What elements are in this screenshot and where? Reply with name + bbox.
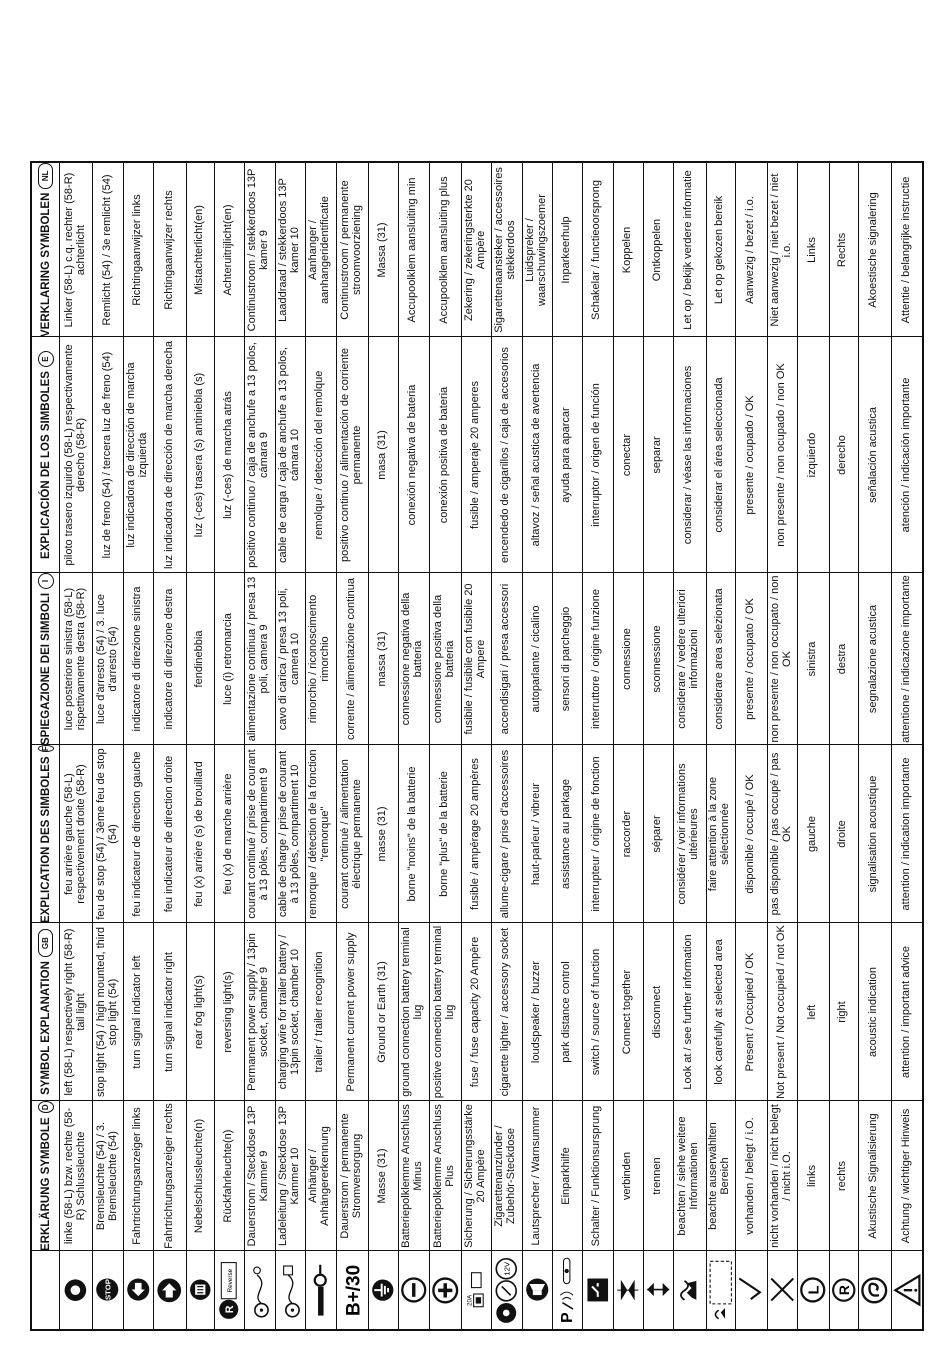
loudspeaker-icon [522, 1251, 553, 1329]
cell-nl: Let op / bekijk verdere informatie [682, 170, 695, 330]
cell-es: luz (-ces) trasera (s) antiniebla (s) [193, 372, 206, 538]
cell-es: encendedo de cigarillos / caja de accesorios [499, 347, 512, 563]
turn-left-icon [123, 1251, 154, 1329]
language-badge-gb: GB [38, 929, 53, 957]
cell-de: Ladeleitung / Steckdose 13P Kammer 10 [276, 1105, 301, 1247]
cell-nl: Remlicht (54) / 3e remlicht (54) [100, 174, 113, 326]
svg-text:12V: 12V [502, 1262, 512, 1276]
svg-text:20A: 20A [466, 1294, 474, 1307]
cell-de: links [805, 1165, 818, 1188]
cell-de: Lautsprecher / Warnsummer [529, 1106, 542, 1246]
cell-es: non presente / non ocupado / non OK [774, 363, 787, 547]
table-row [858, 163, 890, 1329]
table-row [552, 163, 582, 1329]
charging-wire-icon [275, 1251, 306, 1329]
header-symbol [32, 1251, 59, 1329]
cell-de: Fahrtrichtungsanzeiger rechts [162, 1103, 175, 1249]
cell-gb: turn signal indicator left [131, 955, 144, 1069]
column-divider [32, 336, 922, 337]
cell-nl: Inparkeerhulp [559, 216, 572, 284]
cell-fr: feu indicateur de direction droite [162, 755, 175, 913]
cell-es: considerar / véase las informaciones [682, 365, 695, 545]
cell-it: sensori di parcheggio [559, 606, 572, 712]
cell-de: Batteriepolklemme Anschluss Plus [432, 1104, 457, 1248]
check-icon [735, 1251, 766, 1329]
selected-area-icon [706, 1251, 736, 1329]
cell-fr: disponible / occupé / OK [743, 774, 756, 894]
header-it [32, 573, 59, 745]
table-row [186, 163, 215, 1329]
cell-it: destra [836, 643, 849, 675]
cell-fr: droite [836, 820, 849, 848]
header-nl [32, 163, 59, 337]
cell-fr: faire attention à la zone sélectionnée [707, 776, 732, 892]
cell-es: derecho [836, 435, 849, 475]
cell-gb: Connect together [620, 969, 633, 1055]
cell-de: Bremsleuchte (54) / 3. Bremsleuchte (54) [94, 1121, 119, 1231]
cell-nl: Continustroom / permanente stroomvoorziening [338, 180, 363, 320]
cell-nl: Continustroom / stekkerdoos 13P kamer 9 [246, 168, 271, 332]
svg-text:B+/30: B+/30 [342, 1264, 364, 1316]
header-fr-label: EXPLICATION DES SIMBOLES [39, 756, 52, 923]
cell-nl: Richtingaanwijzer links [131, 194, 144, 306]
table-row [522, 163, 553, 1329]
header-de [32, 1101, 59, 1251]
cell-de: trennen [650, 1157, 663, 1195]
cell-fr: borne "plus" de la batterie [438, 771, 451, 897]
table-row [767, 163, 798, 1329]
cell-nl: Richtingaanwijzer rechts [162, 190, 175, 310]
cell-es: luz de freno (54) / tercera luz de freno (54) [100, 351, 113, 559]
language-badge-fr: F [38, 745, 54, 752]
cell-nl: Koppelen [620, 226, 633, 274]
ground-icon [368, 1251, 398, 1329]
cell-de: vorhanden / belegt / i.O. [743, 1117, 756, 1235]
cell-de: Dauerstrom / Steckdose 13P Kammer 9 [246, 1105, 271, 1247]
cell-it: connessione positiva della batteria [432, 594, 457, 724]
language-badge-it: I [38, 573, 54, 589]
cell-it: sconnessione [650, 625, 663, 693]
cell-es: luz indicadora de dirección de marcha derecha [162, 340, 175, 570]
svg-text:R: R [224, 1305, 237, 1313]
cell-it: accendisigari / presa accessori [499, 583, 512, 735]
header-gb [32, 923, 59, 1101]
cell-gb: cigarette lighter / accessory socket [499, 927, 512, 1097]
cell-es: señalación acustica [867, 407, 880, 504]
cell-gb: rear fog light(s) [193, 975, 206, 1049]
cell-fr: attention / indication importante [900, 757, 913, 911]
cell-es: izquierdo [805, 432, 818, 478]
language-badge-de: D [38, 1101, 54, 1113]
table-row [244, 163, 275, 1329]
left-icon [797, 1251, 828, 1329]
cell-de: Rückfahrleuchte(n) [222, 1129, 235, 1223]
cell-es: ayuda para aparcar [559, 407, 572, 503]
language-badge-nl: NL [38, 163, 53, 189]
cell-gb: fuse / fuse capacity 20 Ampère [469, 936, 482, 1088]
tail-light-icon [59, 1251, 92, 1329]
plus-terminal-icon [429, 1251, 461, 1329]
cell-gb: left [805, 1004, 818, 1020]
fuse-icon [461, 1251, 491, 1329]
cell-fr: gauche [805, 815, 818, 853]
cell-fr: feu (x) de marche arrière [222, 773, 235, 895]
cell-de: Akustische Signalisierung [867, 1113, 880, 1239]
cell-nl: Aanhanger / aanhangeridentificatie [307, 196, 332, 304]
cell-gb: reversing light(s) [222, 971, 235, 1053]
cell-gb: stop light (54) / high mounted, third stop light (54) [94, 927, 119, 1097]
cell-it: connessione negativa della batteria [400, 592, 425, 726]
cell-gb: Permanent power supply / 13pin socket, chamber 9 [246, 933, 271, 1091]
cell-it: autoparlante / cicalino [529, 605, 542, 713]
cell-it: alimentazione continua / presa 13 poli, camera 9 [246, 576, 271, 742]
svg-text:R: R [835, 1285, 852, 1295]
cell-de: Zigarettenanzünder / Zubehör-Steckdose [493, 1125, 518, 1227]
svg-text:L: L [806, 1285, 823, 1295]
cell-fr: masse (31) [375, 806, 388, 862]
table-row [891, 163, 924, 1329]
reversing-light-icon [214, 1251, 244, 1329]
table-row [368, 163, 398, 1329]
cell-de: Einparkhilfe [559, 1147, 572, 1205]
cell-gb: positive connection battery terminal lug [432, 925, 457, 1099]
svg-text:P: P [559, 1312, 577, 1323]
cell-it: indicatore di direzione sinistra [131, 586, 144, 732]
permanent-supply-icon [244, 1251, 275, 1329]
acoustic-icon [858, 1251, 890, 1329]
cell-it: rimorchio / riconoscimento rimorchio [307, 594, 332, 724]
table-row [706, 163, 736, 1329]
cell-it: indicatore di direzione destra [162, 588, 175, 730]
cell-fr: pas disponible / pas occupé / pas OK [768, 752, 793, 916]
trailer-icon [305, 1251, 336, 1329]
cell-nl: Accupoolklem aansluiting min [406, 177, 419, 323]
cell-fr: séparer [650, 815, 663, 853]
cell-fr: feu indicateur de direction gauche [131, 751, 144, 917]
cell-nl: Akoestische signalering [867, 192, 880, 308]
cell-nl: Niet aanwezig / niet bezet / niet i.o. [768, 173, 793, 327]
cell-es: remolque / detección del remolque [313, 370, 326, 540]
cell-de: Schalter / Funktionsursprung [590, 1105, 603, 1247]
table-row [305, 163, 336, 1329]
table-row [491, 163, 522, 1329]
cell-gb: park distance control [559, 961, 572, 1063]
header-es [32, 337, 59, 573]
cell-de: Achtung / wichtiger Hinweis [900, 1108, 913, 1244]
table-row [673, 163, 705, 1329]
table-row [336, 163, 368, 1329]
cell-es: positivo continuo / caja de anchufe a 13 polos, cámara 9 [246, 342, 271, 568]
stop-light-icon [92, 1251, 123, 1329]
cell-es: presente / ocupado / OK [743, 395, 756, 515]
header-gb-label: SYMBOL EXPLANATION [39, 961, 52, 1095]
cell-fr: courant continué / prise de courant à 13 pôles, compartiment 9 [246, 749, 271, 919]
cell-nl: Mistachterlicht(en) [193, 205, 206, 295]
cell-es: piloto trasero izquirdo (58-L) respectivamente derecho (58-R) [62, 344, 87, 566]
cell-it: considerare / vedere ulteriori informazioni [676, 589, 701, 729]
table-row [214, 163, 244, 1329]
cell-it: connessione [620, 628, 633, 690]
cell-es: altavoz / señal acustica de avertencia [529, 363, 542, 547]
cell-gb: right [836, 1001, 849, 1023]
minus-terminal-icon [398, 1251, 429, 1329]
cell-es: conexión positiva de bateria [438, 386, 451, 524]
cell-es: separar [650, 436, 663, 474]
header-de-label: ERKLÄRUNG SYMBOLE [39, 1117, 52, 1251]
cell-nl: Achteruitrijlicht(en) [222, 204, 235, 296]
table-row [275, 163, 306, 1329]
table-row [582, 163, 613, 1329]
cell-de: linke (58-L) bzw. rechte (58-R) Schlussleuchte [62, 1107, 87, 1245]
b30-icon [336, 1251, 368, 1329]
column-divider [32, 572, 922, 573]
cell-it: considerare area selezionata [713, 588, 726, 730]
symbol-table [30, 161, 924, 1331]
cell-es: cable de carga / caja de anchufe a 13 polos, cámara 10 [276, 347, 301, 563]
table-row [643, 163, 674, 1329]
column-divider [32, 922, 922, 923]
cell-es: luz (-ces) de marcha atrás [222, 391, 235, 519]
table-row [429, 163, 461, 1329]
table-row [92, 163, 123, 1329]
cell-fr: fusible / ampérage 20 ampères [469, 758, 482, 910]
cell-fr: assistance au parkage [559, 778, 572, 890]
fog-light-icon [186, 1251, 215, 1329]
cell-fr: haut-parleur / vibreur [529, 782, 542, 886]
cell-gb: trailer / trailer recognition [313, 951, 326, 1073]
column-divider [32, 744, 922, 745]
cell-gb: turn signal indicator right [162, 952, 175, 1072]
cell-fr: borne "moins" de la batterie [406, 766, 419, 902]
cell-de: verbinden [620, 1151, 633, 1201]
right-icon [829, 1251, 859, 1329]
cell-it: attentione / indicazione importante [900, 575, 913, 743]
svg-text:STOP: STOP [104, 1279, 114, 1301]
cell-de: rechts [836, 1161, 849, 1191]
cell-nl: Links [805, 237, 818, 263]
cell-de: Dauerstrom / permanente Stromversorgung [338, 1113, 363, 1239]
switch-icon [582, 1251, 613, 1329]
cell-gb: Not present / Not occupied / not OK [774, 925, 787, 1099]
cell-de: beachte auserwählten Bereich [707, 1122, 732, 1230]
cell-fr: feu (x) arrière (s) de brouillard [193, 761, 206, 907]
cell-nl: Luidspreker / waarschuwingszoemer [523, 194, 548, 306]
table-row [829, 163, 859, 1329]
cell-de: Anhänger / Anhängererkennung [307, 1126, 332, 1226]
cell-it: fendinebbia [193, 630, 206, 688]
cell-it: presente / occupato / OK [743, 598, 756, 720]
cell-it: fusibile / fusibile con fusibile 20 Ampere [463, 583, 488, 735]
cell-es: atención / indicación importante [900, 377, 913, 533]
cell-fr: interrupteur / origine de fonction [590, 756, 603, 912]
connect-icon [613, 1251, 643, 1329]
table-row [797, 163, 828, 1329]
cell-nl: Rechts [836, 232, 849, 268]
table-row [461, 163, 491, 1329]
header-fr [32, 745, 59, 923]
table-row [123, 163, 154, 1329]
cell-es: considerar el área seleccionada [713, 377, 726, 533]
cell-nl: Accupoolklem aansluiting plus [438, 176, 451, 324]
cell-es: fusible / amperaje 20 amperes [469, 381, 482, 529]
cell-gb: acoustic indication [867, 967, 880, 1057]
cell-fr: raccorder [620, 810, 633, 858]
cell-gb: Permanent current power supply [344, 932, 357, 1092]
cell-fr: feu arrière gauche (58-L) respectivement droite (58-R) [62, 764, 87, 904]
cell-gb: attention / important advice [900, 945, 913, 1079]
cell-nl: Linker (58-L) c.q. rechter (58-R) achterlicht [62, 172, 87, 328]
cell-de: beachten / siehe weitere Informationen [676, 1116, 701, 1236]
cell-it: massa (31) [375, 631, 388, 687]
cell-it: segnalazione acustica [867, 604, 880, 714]
cell-de: Masse (31) [375, 1148, 388, 1204]
cell-gb: charging wire for trailer battery / 13pin socket, chamber 10 [276, 934, 301, 1090]
cell-fr: courant continué / alimentation électrique permanente [338, 759, 363, 909]
table-row [613, 163, 643, 1329]
cell-gb: switch / source of function [590, 948, 603, 1076]
cell-nl: Laaddraad / stekkerdoos 13P kamer 10 [276, 178, 301, 322]
look-at-icon [673, 1251, 705, 1329]
cell-it: luce d'arresto (54) / 3. luce d'arresto (54) [94, 594, 119, 724]
cell-fr: considérer / voir informations ultérieures [676, 763, 701, 905]
cell-it: non presente / non occupato / non OK [768, 575, 793, 743]
cell-it: luce (i) retromarcia [222, 613, 235, 705]
cell-nl: Sigarettenaansteker / accessoires stekkerdoos [493, 167, 518, 333]
cell-it: corrente / alimentazione continua [344, 577, 357, 741]
attention-icon [891, 1251, 924, 1329]
header-it-label: SPIEGAZIONE DEI SIMBOLI [39, 592, 52, 745]
park-distance-icon [552, 1251, 582, 1329]
cell-fr: cable de charge / prise de courant à 13 pôles, compartiment 10 [276, 750, 301, 918]
cell-nl: Massa (31) [375, 222, 388, 278]
cell-es: conexión negativa de bateria [406, 384, 419, 526]
cell-es: masa (31) [375, 430, 388, 480]
cell-de: Batteriepolklemme Anschluss Minus [400, 1104, 425, 1248]
cross-icon [767, 1251, 798, 1329]
column-divider [32, 1100, 922, 1101]
cell-nl: Attentie / belangrijke instructie [900, 176, 913, 324]
cigarette-lighter-icon [491, 1251, 522, 1329]
table-row [398, 163, 429, 1329]
cell-it: luce posteriore sinistra (58-L) rispettivamente destra (58-R) [62, 587, 87, 731]
cell-nl: Schakelar / functieoorsprong [590, 179, 603, 321]
cell-nl: Aanwezig / bezet / i.o. [743, 196, 756, 304]
cell-gb: look carefully at selected area [713, 939, 726, 1085]
header-nl-label: VERKLARING SYMBOLEN [39, 192, 52, 337]
cell-es: interruptor / origen de función [590, 383, 603, 527]
cell-gb: Ground or Earth (31) [375, 961, 388, 1063]
cell-es: positivo continuo / alimentación de corriente permanente [338, 348, 363, 563]
cell-fr: feu de stop (54) / 3ème feu de stop (54) [94, 748, 119, 920]
cell-de: Nebelschlussleuchte(n) [193, 1118, 206, 1234]
header-es-label: EXPLICACIÓN DE LOS SIMBOLES [39, 371, 52, 559]
cell-gb: ground connection battery terminal lug [400, 927, 425, 1097]
cell-gb: Present / Occupied / OK [743, 952, 756, 1072]
svg-text:Reverse: Reverse [227, 1268, 235, 1293]
cell-gb: left (58-L) respectively right (58-R) tail light [62, 928, 87, 1096]
cell-de: nicht vorhanden / nicht belegt / nicht i.O. [768, 1104, 793, 1248]
column-divider [32, 1250, 922, 1251]
cell-fr: allume-cigare / prise d'accessoires [499, 749, 512, 919]
cell-es: conectar [620, 433, 633, 477]
turn-right-icon [153, 1251, 185, 1329]
language-badge-es: E [38, 351, 54, 367]
cell-nl: Zekering / zekeringsterkte 20 Ampère [463, 179, 488, 321]
table-row [153, 163, 185, 1329]
cell-gb: loudspeaker / buzzer [529, 960, 542, 1064]
cell-gb: disconnect [650, 985, 663, 1039]
cell-fr: signalisation acoustique [867, 775, 880, 893]
cell-it: interruttore / origine funzione [590, 588, 603, 730]
cell-de: Sicherung / Sicherungsstärke 20 Ampère [463, 1104, 488, 1248]
cell-nl: Ontkoppelen [650, 218, 663, 282]
table-row [59, 163, 92, 1329]
cell-nl: Let op gekozen bereik [713, 195, 726, 305]
cell-it: sinistra [805, 641, 818, 677]
cell-es: luz indicadora de dirección de marcha izquierda [125, 362, 150, 548]
disconnect-icon [643, 1251, 674, 1329]
cell-gb: Look at / see further information [682, 934, 695, 1090]
table-row [735, 163, 766, 1329]
cell-fr: remorque / détection de la fonction "remorque" [307, 749, 332, 919]
header-row [32, 163, 59, 1329]
cell-it: cavo di carica / presa 13 poli, camera 10 [276, 587, 301, 731]
cell-de: Fahrtrichtungsanzeiger links [131, 1107, 144, 1245]
